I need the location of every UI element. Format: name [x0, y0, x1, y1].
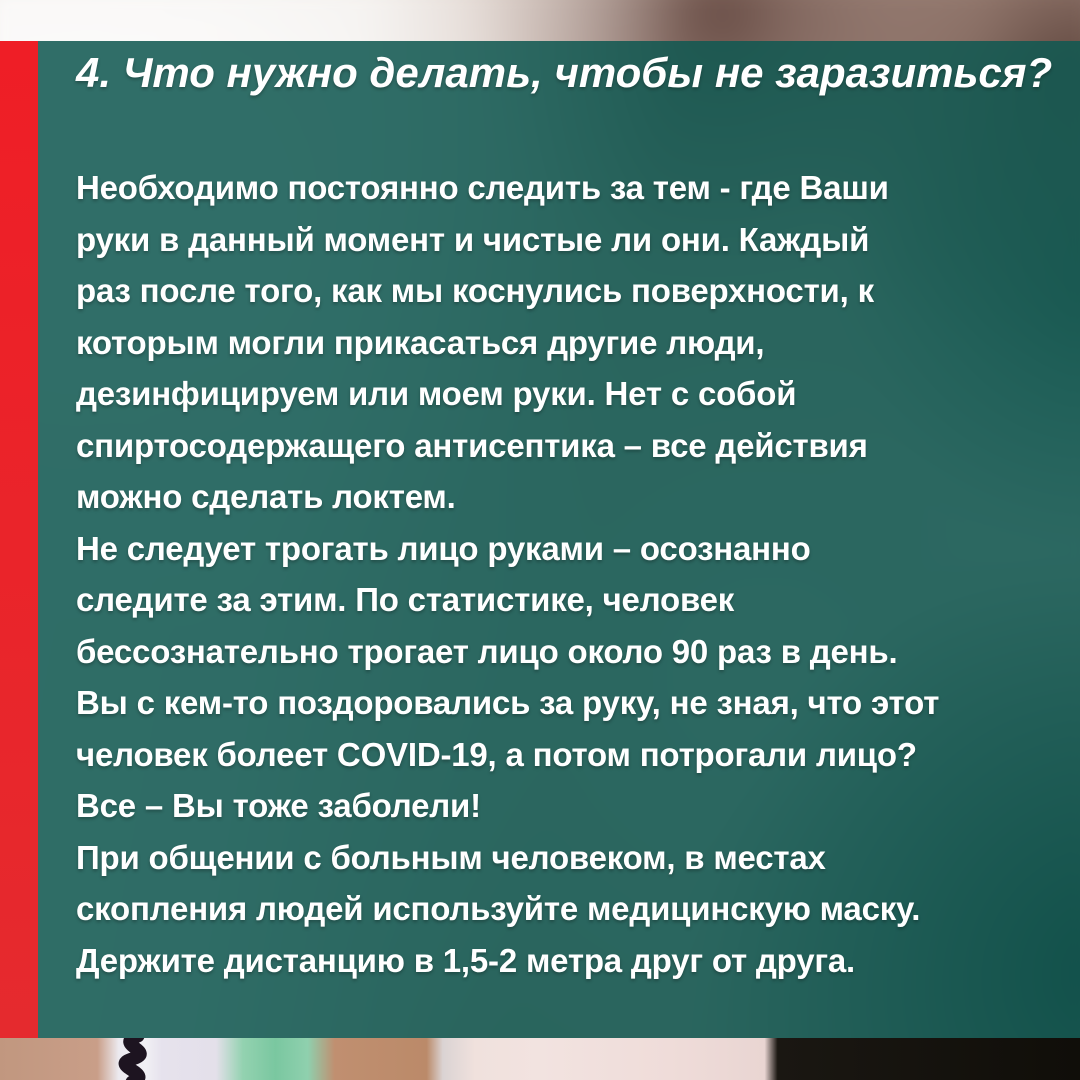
- background-photo-bottom-strip: [0, 1038, 1080, 1080]
- body-line: человек болеет COVID-19, а потом потрогали лицо?: [76, 735, 917, 773]
- body-line: Все – Вы тоже заболели!: [76, 787, 481, 824]
- body-line: спиртосодержащего антисептика – все действия: [76, 426, 868, 464]
- poster-title: 4. Что нужно делать, чтобы не заразиться?: [76, 49, 1053, 96]
- body-line: скопления людей используйте медицинскую маску.: [76, 890, 921, 927]
- phone-cord-icon: [100, 1038, 170, 1080]
- poster-body: [76, 162, 1064, 986]
- body-line: руки в данный момент и чистые ли они. Каждый: [76, 220, 870, 258]
- body-line: При общении с больным человеком, в местах: [76, 838, 826, 876]
- body-line: дезинфицируем или моем руки. Нет с собой: [76, 375, 797, 412]
- body-line: Вы с кем-то поздоровались за руку, не зная, что этот: [76, 684, 940, 721]
- body-line: бессознательно трогает лицо около 90 раз в день.: [76, 632, 898, 670]
- body-line: можно сделать локтем.: [76, 478, 456, 515]
- body-line: Держите дистанцию в 1,5-2 метра друг от друга.: [76, 941, 856, 979]
- body-line: раз после того, как мы коснулись поверхности, к: [76, 272, 874, 309]
- body-line: следите за этим. По статистике, человек: [76, 581, 735, 618]
- body-line: которым могли прикасаться другие люди,: [76, 323, 765, 361]
- text-panel: [38, 41, 1080, 1038]
- body-line: Не следует трогать лицо руками – осознанно: [76, 529, 811, 567]
- red-accent-stripe: [0, 41, 38, 1038]
- body-line: Необходимо постоянно следить за тем - где Ваши: [76, 169, 889, 206]
